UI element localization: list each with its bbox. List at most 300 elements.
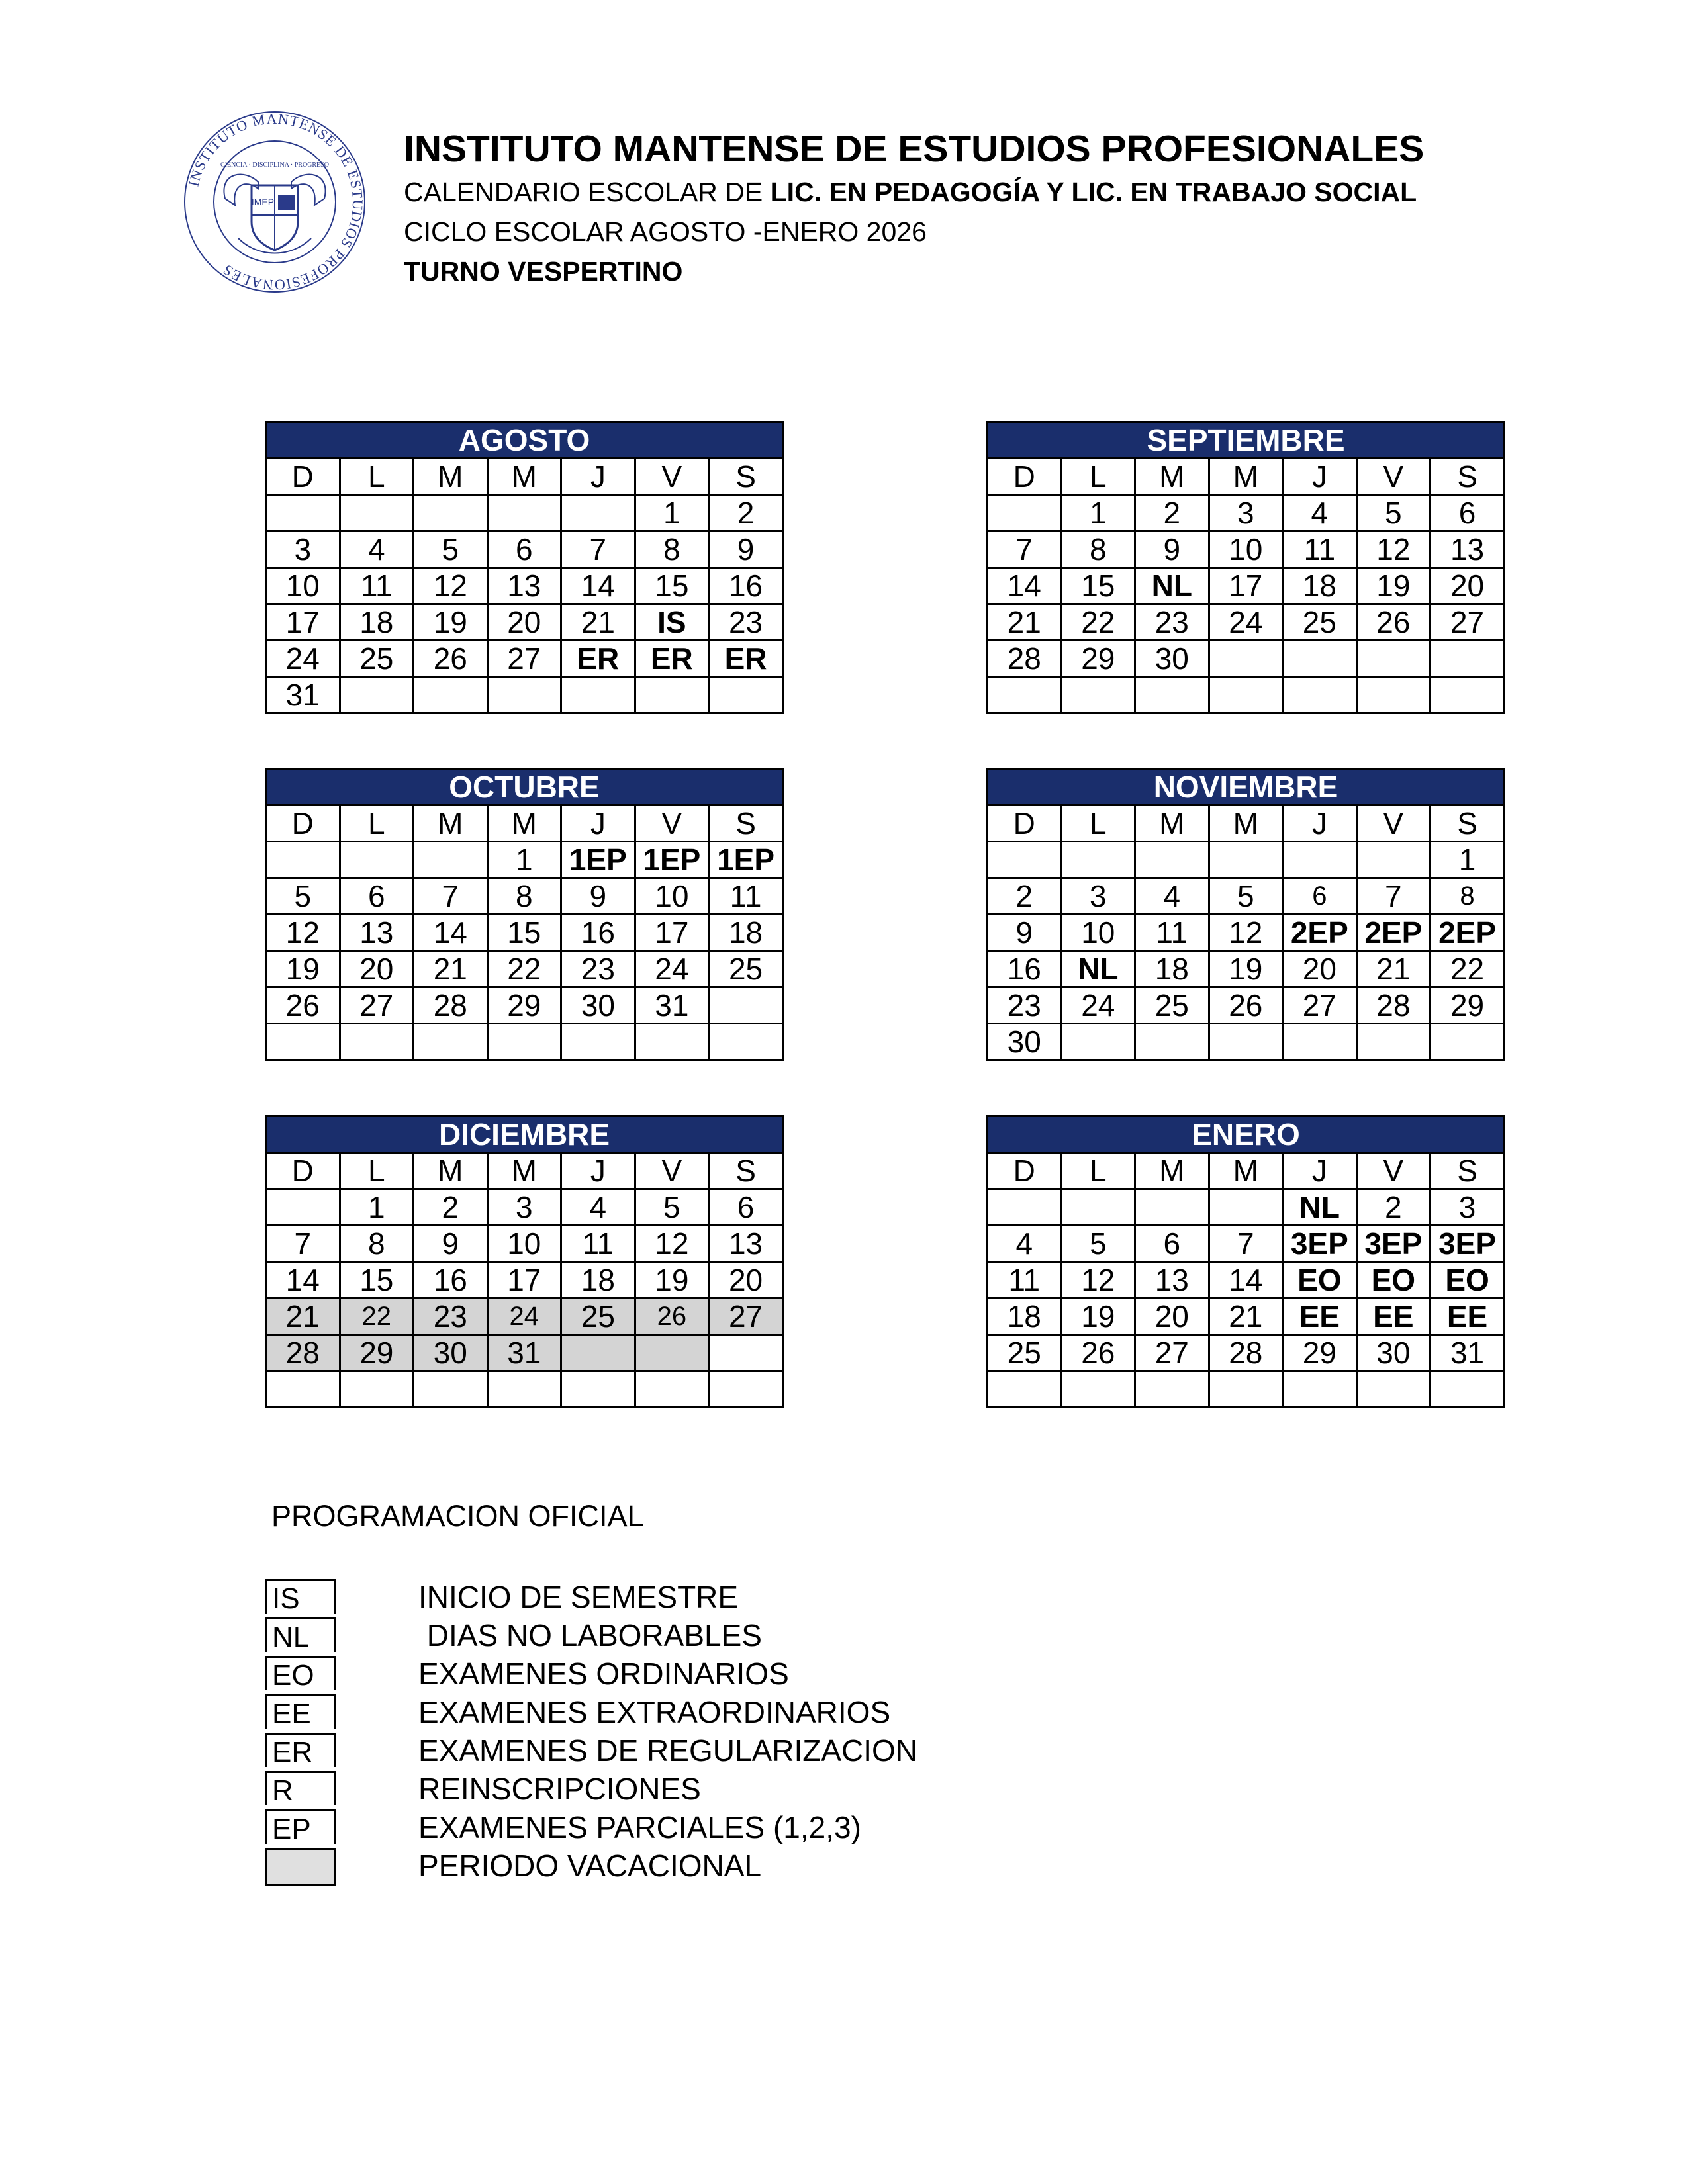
day-cell xyxy=(1283,1371,1357,1408)
weekday-header: L xyxy=(1061,805,1135,842)
day-cell: 19 xyxy=(266,951,340,987)
day-cell: 30 xyxy=(1356,1335,1430,1371)
day-cell: 4 xyxy=(1283,495,1357,531)
week-row xyxy=(988,1371,1505,1408)
day-cell: 31 xyxy=(1430,1335,1505,1371)
weekday-header: M xyxy=(1135,459,1209,495)
day-cell: 5 xyxy=(1209,878,1283,915)
day-cell: 21 xyxy=(1209,1298,1283,1335)
day-cell: 27 xyxy=(1135,1335,1209,1371)
day-cell: 4 xyxy=(561,1189,635,1226)
day-cell: 20 xyxy=(340,951,414,987)
week-row xyxy=(266,604,783,641)
day-cell: 17 xyxy=(1209,568,1283,604)
day-cell: 27 xyxy=(1283,987,1357,1024)
weekday-header: L xyxy=(340,459,414,495)
day-cell: 25 xyxy=(988,1335,1062,1371)
day-cell: 16 xyxy=(561,915,635,951)
day-cell: 11 xyxy=(709,878,783,915)
day-cell xyxy=(1283,677,1357,713)
day-cell xyxy=(487,495,561,531)
legend-label: EXAMENES ORDINARIOS xyxy=(418,1657,789,1691)
day-cell xyxy=(709,1371,783,1408)
week-row xyxy=(266,842,783,878)
day-cell: 6 xyxy=(340,878,414,915)
day-cell: 19 xyxy=(1356,568,1430,604)
weekday-header: V xyxy=(635,459,709,495)
day-cell: 6 xyxy=(487,531,561,568)
day-cell: 2EP xyxy=(1283,915,1357,951)
day-cell: 12 xyxy=(1209,915,1283,951)
day-cell: 21 xyxy=(1356,951,1430,987)
day-cell: 1 xyxy=(635,495,709,531)
day-cell: 25 xyxy=(709,951,783,987)
day-cell: 28 xyxy=(1356,987,1430,1024)
day-cell: 26 xyxy=(1209,987,1283,1024)
day-cell: 10 xyxy=(635,878,709,915)
month-name: SEPTIEMBRE xyxy=(988,422,1505,459)
legend-label: INICIO DE SEMESTRE xyxy=(418,1580,739,1614)
day-cell: NL xyxy=(1135,568,1209,604)
day-cell: 3 xyxy=(1061,878,1135,915)
day-cell: 6 xyxy=(1430,495,1505,531)
day-cell xyxy=(487,1024,561,1060)
day-cell: 4 xyxy=(988,1226,1062,1262)
day-cell: 5 xyxy=(1356,495,1430,531)
day-cell: 25 xyxy=(1135,987,1209,1024)
weekday-header: L xyxy=(340,805,414,842)
legend-label: DIAS NO LABORABLES xyxy=(418,1618,762,1653)
week-row xyxy=(988,1335,1505,1371)
day-cell: 27 xyxy=(340,987,414,1024)
weekday-header: M xyxy=(1209,805,1283,842)
day-cell xyxy=(1135,677,1209,713)
day-cell: 22 xyxy=(340,1298,414,1335)
day-cell: 21 xyxy=(561,604,635,641)
day-cell: 28 xyxy=(988,641,1062,677)
day-cell: 30 xyxy=(414,1335,488,1371)
day-cell: 10 xyxy=(487,1226,561,1262)
day-cell: 14 xyxy=(561,568,635,604)
day-cell: 24 xyxy=(1061,987,1135,1024)
weekday-header: M xyxy=(414,1153,488,1189)
day-cell: 19 xyxy=(414,604,488,641)
week-row xyxy=(266,568,783,604)
week-row xyxy=(266,1189,783,1226)
day-cell: 27 xyxy=(709,1298,783,1335)
legend-label: EXAMENES DE REGULARIZACION xyxy=(418,1733,918,1768)
day-cell: 21 xyxy=(266,1298,340,1335)
week-row xyxy=(988,878,1505,915)
subtitle-prefix: CALENDARIO ESCOLAR DE xyxy=(404,177,771,207)
day-cell: 20 xyxy=(1135,1298,1209,1335)
day-cell xyxy=(1061,1189,1135,1226)
day-cell: 26 xyxy=(414,641,488,677)
weekday-header: M xyxy=(414,459,488,495)
day-cell: 18 xyxy=(561,1262,635,1298)
day-cell xyxy=(1061,1371,1135,1408)
day-cell: 1EP xyxy=(561,842,635,878)
day-cell: 15 xyxy=(635,568,709,604)
day-cell: 3 xyxy=(1430,1189,1505,1226)
day-cell: 29 xyxy=(1283,1335,1357,1371)
day-cell: 29 xyxy=(487,987,561,1024)
institution-logo xyxy=(179,106,371,298)
day-cell xyxy=(487,677,561,713)
day-cell: 9 xyxy=(1135,531,1209,568)
institution-title: INSTITUTO MANTENSE DE ESTUDIOS PROFESIONALES xyxy=(404,128,1425,170)
weekday-header: J xyxy=(561,805,635,842)
weekday-header: S xyxy=(1430,1153,1505,1189)
legend-code: NL xyxy=(265,1617,336,1652)
day-cell: 29 xyxy=(1061,641,1135,677)
weekday-header: S xyxy=(709,1153,783,1189)
month-name: AGOSTO xyxy=(266,422,783,459)
weekday-header: M xyxy=(487,459,561,495)
weekday-header: D xyxy=(988,1153,1062,1189)
weekday-header: M xyxy=(414,805,488,842)
day-cell: 12 xyxy=(635,1226,709,1262)
day-cell: 13 xyxy=(709,1226,783,1262)
day-cell xyxy=(1209,1024,1283,1060)
day-cell: 5 xyxy=(1061,1226,1135,1262)
day-cell: 11 xyxy=(1283,531,1357,568)
weekday-header: M xyxy=(1209,1153,1283,1189)
day-cell: 7 xyxy=(266,1226,340,1262)
day-cell xyxy=(561,677,635,713)
legend-label: EXAMENES EXTRAORDINARIOS xyxy=(418,1695,891,1729)
day-cell: 6 xyxy=(1283,878,1357,915)
day-cell: 13 xyxy=(1135,1262,1209,1298)
day-cell: 12 xyxy=(414,568,488,604)
day-cell: 2 xyxy=(709,495,783,531)
month-calendar-octubre xyxy=(265,768,784,1061)
day-cell xyxy=(1209,842,1283,878)
day-cell: 7 xyxy=(1209,1226,1283,1262)
day-cell xyxy=(340,677,414,713)
day-cell: 6 xyxy=(1135,1226,1209,1262)
week-row xyxy=(266,495,783,531)
week-row xyxy=(266,1298,783,1335)
legend-code: R xyxy=(265,1771,336,1805)
legend-code: EO xyxy=(265,1656,336,1690)
weekday-header: M xyxy=(487,1153,561,1189)
day-cell: 31 xyxy=(266,677,340,713)
day-cell: 4 xyxy=(1135,878,1209,915)
day-cell xyxy=(1135,842,1209,878)
day-cell: 23 xyxy=(709,604,783,641)
month-name: OCTUBRE xyxy=(266,769,783,805)
day-cell: 19 xyxy=(1209,951,1283,987)
week-row xyxy=(988,842,1505,878)
week-row xyxy=(988,915,1505,951)
day-cell: EE xyxy=(1356,1298,1430,1335)
week-row xyxy=(266,1226,783,1262)
day-cell: 17 xyxy=(266,604,340,641)
day-cell: 7 xyxy=(988,531,1062,568)
day-cell: 12 xyxy=(266,915,340,951)
weekday-header: D xyxy=(266,1153,340,1189)
day-cell: 10 xyxy=(266,568,340,604)
day-cell: 16 xyxy=(414,1262,488,1298)
day-cell: 24 xyxy=(266,641,340,677)
day-cell: 9 xyxy=(988,915,1062,951)
week-row xyxy=(266,1262,783,1298)
legend-label: EXAMENES PARCIALES (1,2,3) xyxy=(418,1810,861,1844)
day-cell: 16 xyxy=(709,568,783,604)
day-cell: 5 xyxy=(635,1189,709,1226)
day-cell: 2 xyxy=(988,878,1062,915)
week-row xyxy=(266,1335,783,1371)
day-cell xyxy=(414,1371,488,1408)
day-cell: 6 xyxy=(709,1189,783,1226)
day-cell: 27 xyxy=(487,641,561,677)
day-cell xyxy=(414,842,488,878)
week-row xyxy=(266,641,783,677)
day-cell: NL xyxy=(1283,1189,1357,1226)
day-cell: 21 xyxy=(988,604,1062,641)
day-cell: 13 xyxy=(340,915,414,951)
month-calendar-noviembre xyxy=(986,768,1505,1061)
weekday-header: D xyxy=(266,805,340,842)
weekday-header: M xyxy=(1209,459,1283,495)
weekday-header: S xyxy=(709,805,783,842)
day-cell xyxy=(1209,1189,1283,1226)
day-cell: 8 xyxy=(635,531,709,568)
day-cell: 1 xyxy=(487,842,561,878)
weekday-header: S xyxy=(1430,805,1505,842)
day-cell xyxy=(1283,1024,1357,1060)
weekday-header: J xyxy=(561,459,635,495)
day-cell: ER xyxy=(561,641,635,677)
day-cell: 9 xyxy=(561,878,635,915)
month-name: DICIEMBRE xyxy=(266,1116,783,1153)
week-row xyxy=(988,1226,1505,1262)
day-cell: 26 xyxy=(635,1298,709,1335)
week-row xyxy=(988,568,1505,604)
day-cell: 1EP xyxy=(635,842,709,878)
weekday-header: V xyxy=(635,1153,709,1189)
day-cell: 11 xyxy=(1135,915,1209,951)
day-cell xyxy=(635,1371,709,1408)
day-cell: 20 xyxy=(709,1262,783,1298)
day-cell: 20 xyxy=(1430,568,1505,604)
day-cell: 31 xyxy=(487,1335,561,1371)
weekday-header: S xyxy=(709,459,783,495)
shift-label: TURNO VESPERTINO xyxy=(404,256,683,287)
day-cell: 2EP xyxy=(1430,915,1505,951)
day-cell: 22 xyxy=(487,951,561,987)
day-cell: 18 xyxy=(1135,951,1209,987)
day-cell: 30 xyxy=(1135,641,1209,677)
day-cell: 24 xyxy=(1209,604,1283,641)
day-cell: 3EP xyxy=(1283,1226,1357,1262)
weekday-header: M xyxy=(487,805,561,842)
day-cell: 13 xyxy=(1430,531,1505,568)
weekday-header: V xyxy=(1356,805,1430,842)
week-row xyxy=(988,1298,1505,1335)
legend-label: PERIODO VACACIONAL xyxy=(418,1848,762,1883)
document-header xyxy=(404,126,1424,291)
day-cell xyxy=(709,1024,783,1060)
day-cell: 3EP xyxy=(1430,1226,1505,1262)
day-cell: 15 xyxy=(1061,568,1135,604)
day-cell xyxy=(561,1024,635,1060)
calendar-subtitle xyxy=(404,172,1424,212)
day-cell: 23 xyxy=(1135,604,1209,641)
weekday-header: D xyxy=(988,805,1062,842)
day-cell xyxy=(1135,1189,1209,1226)
day-cell: 29 xyxy=(340,1335,414,1371)
day-cell: 17 xyxy=(487,1262,561,1298)
day-cell: 4 xyxy=(340,531,414,568)
logo-shield-text: IMEP xyxy=(251,197,275,207)
logo-ring-text: INSTITUTO MANTENSE DE ESTUDIOS PROFESIONALES xyxy=(185,110,367,294)
day-cell: 30 xyxy=(561,987,635,1024)
day-cell: NL xyxy=(1061,951,1135,987)
legend-code: EP xyxy=(265,1809,336,1844)
day-cell: 14 xyxy=(1209,1262,1283,1298)
day-cell: 7 xyxy=(561,531,635,568)
weekday-header: V xyxy=(1356,459,1430,495)
day-cell xyxy=(988,842,1062,878)
day-cell: 3 xyxy=(266,531,340,568)
day-cell: 18 xyxy=(340,604,414,641)
day-cell: 2 xyxy=(1135,495,1209,531)
month-name: NOVIEMBRE xyxy=(988,769,1505,805)
day-cell xyxy=(266,842,340,878)
day-cell: EO xyxy=(1356,1262,1430,1298)
week-row xyxy=(988,531,1505,568)
day-cell: 2 xyxy=(414,1189,488,1226)
week-row xyxy=(266,915,783,951)
day-cell xyxy=(266,1371,340,1408)
week-row xyxy=(266,987,783,1024)
logo-motto: CIENCIA · DISCIPLINA · PROGRESO xyxy=(220,161,329,169)
day-cell: EO xyxy=(1430,1262,1505,1298)
week-row xyxy=(266,531,783,568)
day-cell xyxy=(340,1024,414,1060)
day-cell: 21 xyxy=(414,951,488,987)
day-cell: 26 xyxy=(266,987,340,1024)
day-cell: 14 xyxy=(414,915,488,951)
day-cell xyxy=(709,1335,783,1371)
day-cell xyxy=(1356,677,1430,713)
day-cell: 11 xyxy=(988,1262,1062,1298)
day-cell: 1 xyxy=(1061,495,1135,531)
weekday-header: V xyxy=(1356,1153,1430,1189)
week-row xyxy=(988,1024,1505,1060)
day-cell xyxy=(266,495,340,531)
week-row xyxy=(988,987,1505,1024)
day-cell xyxy=(1283,842,1357,878)
weekday-header: J xyxy=(1283,1153,1357,1189)
day-cell: 1EP xyxy=(709,842,783,878)
day-cell: 3 xyxy=(1209,495,1283,531)
day-cell xyxy=(988,1189,1062,1226)
day-cell: EE xyxy=(1430,1298,1505,1335)
week-row xyxy=(988,604,1505,641)
day-cell: 3 xyxy=(487,1189,561,1226)
week-row xyxy=(988,641,1505,677)
day-cell xyxy=(340,1371,414,1408)
day-cell xyxy=(1356,641,1430,677)
day-cell: 9 xyxy=(709,531,783,568)
day-cell xyxy=(561,1335,635,1371)
day-cell xyxy=(988,677,1062,713)
day-cell: 12 xyxy=(1356,531,1430,568)
day-cell: 10 xyxy=(1209,531,1283,568)
day-cell: 3EP xyxy=(1356,1226,1430,1262)
weekday-header: L xyxy=(340,1153,414,1189)
day-cell xyxy=(1430,641,1505,677)
day-cell: 24 xyxy=(487,1298,561,1335)
day-cell xyxy=(1430,677,1505,713)
day-cell: 23 xyxy=(988,987,1062,1024)
day-cell: 26 xyxy=(1356,604,1430,641)
day-cell xyxy=(1135,1371,1209,1408)
day-cell xyxy=(1283,641,1357,677)
day-cell xyxy=(1356,1024,1430,1060)
week-row xyxy=(988,951,1505,987)
weekday-header: J xyxy=(1283,805,1357,842)
day-cell: 20 xyxy=(487,604,561,641)
month-calendar-septiembre xyxy=(986,421,1505,714)
day-cell xyxy=(1061,1024,1135,1060)
day-cell: 24 xyxy=(635,951,709,987)
day-cell: 25 xyxy=(340,641,414,677)
day-cell: ER xyxy=(709,641,783,677)
day-cell: 17 xyxy=(635,915,709,951)
day-cell xyxy=(1209,677,1283,713)
day-cell: 13 xyxy=(487,568,561,604)
subtitle-programs: LIC. EN PEDAGOGÍA Y LIC. EN TRABAJO SOCIAL xyxy=(770,177,1417,207)
day-cell xyxy=(1209,1371,1283,1408)
legend-swatch-vacation xyxy=(265,1848,336,1886)
day-cell: 7 xyxy=(1356,878,1430,915)
day-cell xyxy=(635,1024,709,1060)
weekday-header: V xyxy=(635,805,709,842)
day-cell xyxy=(340,842,414,878)
day-cell: 8 xyxy=(340,1226,414,1262)
day-cell: 25 xyxy=(561,1298,635,1335)
school-cycle: CICLO ESCOLAR AGOSTO -ENERO 2026 xyxy=(404,216,927,247)
weekday-header: J xyxy=(561,1153,635,1189)
day-cell: 19 xyxy=(1061,1298,1135,1335)
day-cell: 28 xyxy=(414,987,488,1024)
day-cell: 14 xyxy=(988,568,1062,604)
day-cell xyxy=(561,495,635,531)
weekday-header: M xyxy=(1135,805,1209,842)
day-cell: 1 xyxy=(340,1189,414,1226)
day-cell: 8 xyxy=(1061,531,1135,568)
week-row xyxy=(266,1024,783,1060)
weekday-header: S xyxy=(1430,459,1505,495)
day-cell xyxy=(1430,1371,1505,1408)
week-row xyxy=(266,677,783,713)
day-cell: 30 xyxy=(988,1024,1062,1060)
weekday-header: M xyxy=(1135,1153,1209,1189)
day-cell: 14 xyxy=(266,1262,340,1298)
week-row xyxy=(266,878,783,915)
day-cell: 5 xyxy=(266,878,340,915)
day-cell xyxy=(1135,1024,1209,1060)
day-cell xyxy=(414,495,488,531)
day-cell: 20 xyxy=(1283,951,1357,987)
month-calendar-agosto xyxy=(265,421,784,714)
day-cell xyxy=(266,1189,340,1226)
day-cell xyxy=(988,495,1062,531)
